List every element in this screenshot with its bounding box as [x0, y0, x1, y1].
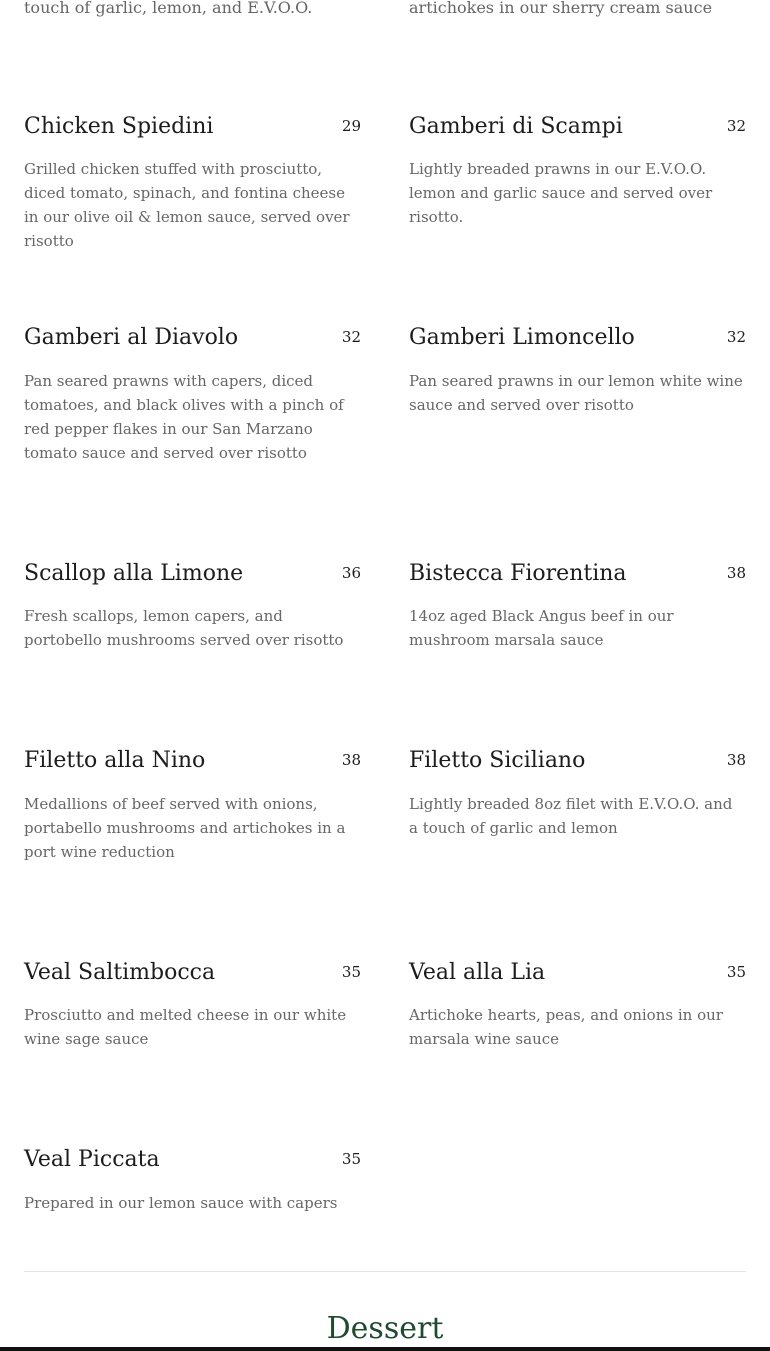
- section-divider: [24, 1271, 746, 1272]
- menu-item-name: Bistecca Fiorentina: [409, 561, 627, 586]
- menu-item-name: Chicken Spiedini: [24, 114, 214, 139]
- previous-item-description-right: artichokes in our sherry cream sauce: [409, 0, 713, 17]
- previous-item-description-left: touch of garlic, lemon, and E.V.O.O.: [24, 0, 313, 17]
- menu-item-price: 38: [726, 751, 746, 769]
- menu-item-price: 38: [341, 751, 361, 769]
- menu-item-description: Medallions of beef served with onions, portabello mushrooms and artichokes in a port wine reduction: [24, 795, 346, 861]
- menu-item-price: 38: [726, 564, 746, 582]
- menu-item-name: Veal alla Lia: [409, 960, 546, 985]
- menu-item-name: Scallop alla Limone: [24, 561, 244, 586]
- menu-item-description: Lightly breaded prawns in our E.V.O.O. lemon and garlic sauce and served over risotto.: [409, 160, 713, 226]
- section-title-dessert: Dessert: [326, 1311, 444, 1346]
- menu-item-price: 35: [726, 963, 746, 981]
- menu-item-description: Grilled chicken stuffed with prosciutto, diced tomato, spinach, and fontina cheese in our olive oil & lemon sauce, served over risotto: [24, 160, 350, 250]
- menu-item-description: Pan seared prawns with capers, diced tomatoes, and black olives with a pinch of red pepper flakes in our San Marzano tomato sauce and served over risotto: [24, 372, 344, 462]
- menu-item-name: Gamberi Limoncello: [409, 325, 635, 350]
- menu-item-price: 35: [341, 1150, 361, 1168]
- menu-item-description: Prepared in our lemon sauce with capers: [24, 1194, 338, 1212]
- menu-item-name: Filetto Siciliano: [409, 748, 586, 773]
- menu-item-name: Veal Saltimbocca: [24, 960, 216, 985]
- menu-item-description: Artichoke hearts, peas, and onions in our marsala wine sauce: [409, 1006, 723, 1048]
- menu-item-name: Filetto alla Nino: [24, 748, 206, 773]
- menu-item-description: Prosciutto and melted cheese in our white wine sage sauce: [24, 1006, 347, 1048]
- menu-item-description: Fresh scallops, lemon capers, and portobello mushrooms served over risotto: [24, 607, 344, 649]
- menu-item-price: 36: [341, 564, 361, 582]
- menu-item-description: Pan seared prawns in our lemon white wine sauce and served over risotto: [409, 372, 743, 414]
- menu-item-name: Veal Piccata: [24, 1147, 160, 1172]
- menu-item-name: Gamberi al Diavolo: [24, 325, 239, 350]
- menu-item-price: 32: [726, 117, 746, 135]
- menu-item-price: 29: [341, 117, 361, 135]
- menu-item-price: 32: [726, 328, 746, 346]
- menu-item-price: 32: [341, 328, 361, 346]
- menu-item-description: 14oz aged Black Angus beef in our mushroom marsala sauce: [409, 607, 674, 649]
- menu-item-description: Lightly breaded 8oz filet with E.V.O.O. and a touch of garlic and lemon: [409, 795, 733, 837]
- menu-item-name: Gamberi di Scampi: [409, 114, 623, 139]
- menu-item-price: 35: [341, 963, 361, 981]
- bottom-edge-bar: [0, 1347, 770, 1351]
